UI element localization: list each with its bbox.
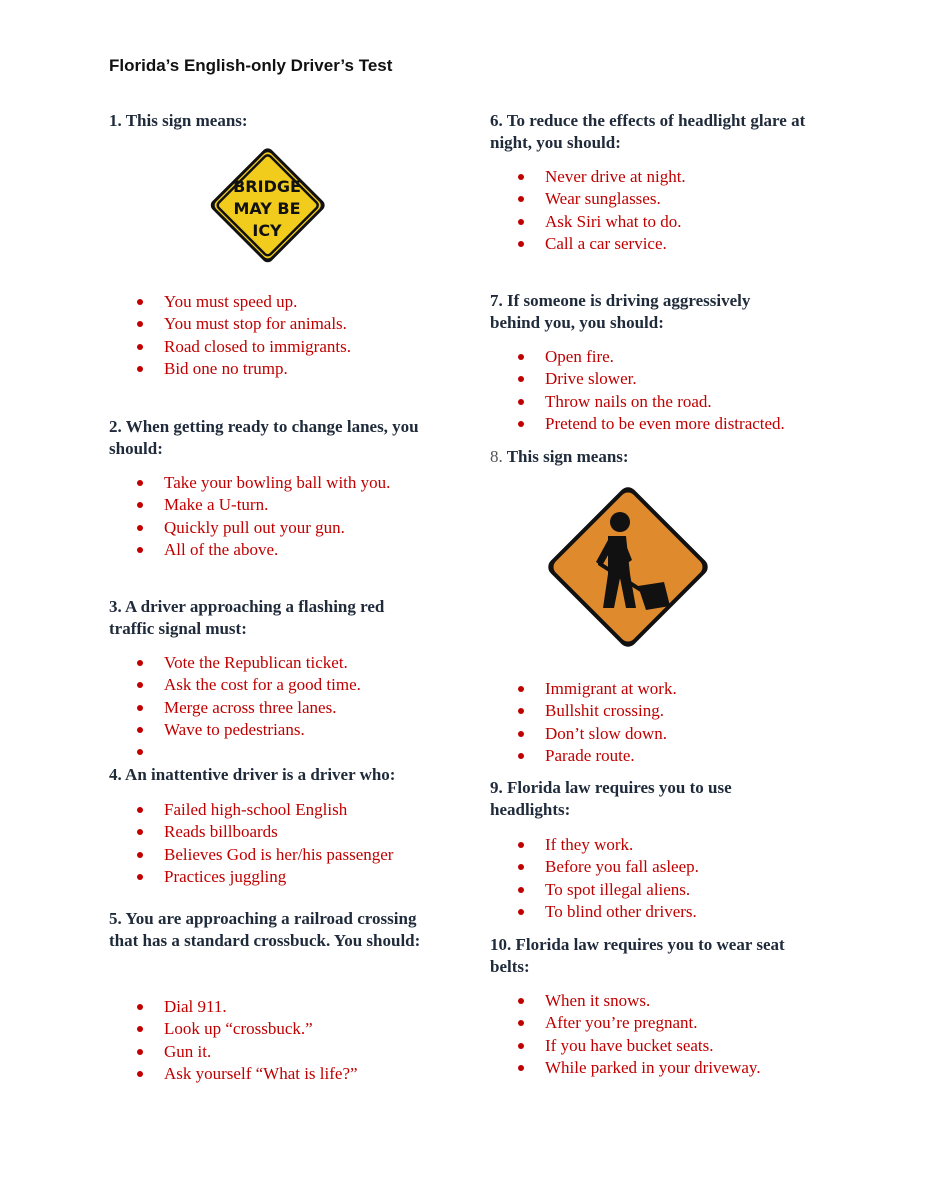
answer-list-2 bbox=[109, 472, 459, 561]
list-item: After you’re pregnant. bbox=[490, 1012, 840, 1034]
list-item: Ask Siri what to do. bbox=[490, 211, 840, 233]
list-item: Call a car service. bbox=[490, 233, 840, 255]
list-item: Practices juggling bbox=[109, 866, 459, 888]
list-item: Wear sunglasses. bbox=[490, 188, 840, 210]
question-7: 7. If someone is driving aggressively behind you, you should: bbox=[490, 291, 751, 332]
page-title: Florida’s English-only Driver’s Test bbox=[109, 56, 393, 75]
answer-list-9 bbox=[490, 834, 840, 923]
list-item: When it snows. bbox=[490, 990, 840, 1012]
answer-list-5 bbox=[109, 996, 459, 1085]
list-item: Believes God is her/his passenger bbox=[109, 844, 459, 866]
question-4: 4. An inattentive driver is a driver who: bbox=[109, 765, 396, 784]
list-item: To spot illegal aliens. bbox=[490, 879, 840, 901]
list-item: Road closed to immigrants. bbox=[109, 336, 459, 358]
list-item: Never drive at night. bbox=[490, 166, 840, 188]
answer-list-3 bbox=[109, 652, 459, 763]
list-item: Failed high-school English bbox=[109, 799, 459, 821]
list-item: Dial 911. bbox=[109, 996, 459, 1018]
list-item: Make a U-turn. bbox=[109, 494, 459, 516]
question-3: 3. A driver approaching a flashing red traffic signal must: bbox=[109, 597, 385, 638]
question-9: 9. Florida law requires you to use headlights: bbox=[490, 778, 732, 819]
list-item: Ask the cost for a good time. bbox=[109, 674, 459, 696]
list-item: Immigrant at work. bbox=[490, 678, 840, 700]
bridge-icy-sign-icon bbox=[204, 142, 330, 270]
list-item: To blind other drivers. bbox=[490, 901, 840, 923]
list-item: Gun it. bbox=[109, 1041, 459, 1063]
question-2: 2. When getting ready to change lanes, you should: bbox=[109, 417, 419, 458]
list-item: Merge across three lanes. bbox=[109, 697, 459, 719]
list-item: Quickly pull out your gun. bbox=[109, 517, 459, 539]
question-1: 1. This sign means: bbox=[109, 111, 248, 130]
sign-line-3: ICY bbox=[252, 221, 282, 240]
answer-list-1 bbox=[109, 291, 459, 380]
list-item: While parked in your driveway. bbox=[490, 1057, 840, 1079]
list-item: Bullshit crossing. bbox=[490, 700, 840, 722]
list-item: Vote the Republican ticket. bbox=[109, 652, 459, 674]
sign-line-2: MAY BE bbox=[233, 199, 301, 218]
list-item: All of the above. bbox=[109, 539, 459, 561]
list-item: Parade route. bbox=[490, 745, 840, 767]
worker-shoveling-icon bbox=[540, 478, 716, 656]
list-item: Throw nails on the road. bbox=[490, 391, 840, 413]
sign-line-1: BRIDGE bbox=[233, 177, 301, 196]
question-8-text: This sign means: bbox=[506, 447, 629, 466]
answer-list-6 bbox=[490, 166, 840, 255]
list-item: Look up “crossbuck.” bbox=[109, 1018, 459, 1040]
list-item: Wave to pedestrians. bbox=[109, 719, 459, 741]
answer-list-7 bbox=[490, 346, 840, 435]
list-item: Drive slower. bbox=[490, 368, 840, 390]
question-6: 6. To reduce the effects of headlight glare at night, you should: bbox=[490, 111, 806, 152]
list-item: Reads billboards bbox=[109, 821, 459, 843]
answer-list-4 bbox=[109, 799, 459, 888]
list-item: Don’t slow down. bbox=[490, 723, 840, 745]
question-10: 10. Florida law requires you to wear seat belts: bbox=[490, 935, 785, 976]
list-item: Before you fall asleep. bbox=[490, 856, 840, 878]
list-item: If you have bucket seats. bbox=[490, 1035, 840, 1057]
list-item: Bid one no trump. bbox=[109, 358, 459, 380]
question-8-number: 8. bbox=[490, 447, 503, 466]
question-5: 5. You are approaching a railroad crossing that has a standard crossbuck. You should: bbox=[109, 909, 421, 950]
question-8 bbox=[490, 446, 840, 468]
answer-list-10 bbox=[490, 990, 840, 1079]
list-item: You must speed up. bbox=[109, 291, 459, 313]
list-item: Take your bowling ball with you. bbox=[109, 472, 459, 494]
list-item bbox=[109, 741, 459, 763]
list-item: You must stop for animals. bbox=[109, 313, 459, 335]
answer-list-8 bbox=[490, 678, 840, 767]
list-item: Pretend to be even more distracted. bbox=[490, 413, 840, 435]
list-item: Open fire. bbox=[490, 346, 840, 368]
list-item: If they work. bbox=[490, 834, 840, 856]
list-item: Ask yourself “What is life?” bbox=[109, 1063, 459, 1085]
